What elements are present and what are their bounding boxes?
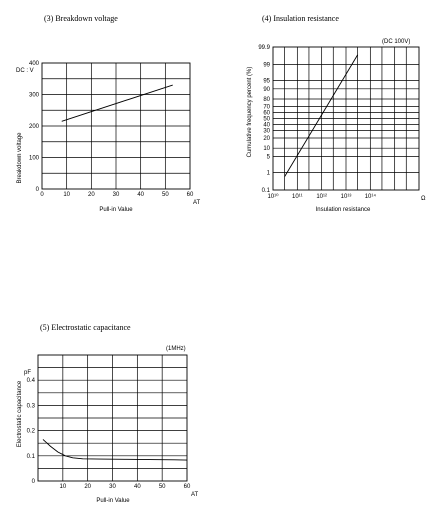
- y-tick-label: 5: [266, 154, 270, 161]
- y-tick-label: 200: [28, 124, 39, 130]
- x-tick-label: 10¹²: [316, 194, 328, 200]
- x-axis-label: Insulation resistance: [315, 207, 371, 213]
- series-line: [43, 439, 187, 460]
- breakdown-voltage-chart: [16, 14, 201, 213]
- x-tick-label: 10¹⁴: [364, 194, 376, 200]
- insulation-resistance-chart: [247, 14, 426, 213]
- y-tick-label: 90: [263, 86, 270, 93]
- y-tick-label: 70: [263, 104, 270, 111]
- y-tick-label: 100: [28, 155, 39, 162]
- y-tick-label: 400: [28, 61, 39, 67]
- y-tick-label: 0: [35, 187, 39, 193]
- condition-annotation: (DC 100V): [382, 39, 411, 45]
- x-axis-label: Pull-in Value: [99, 207, 133, 213]
- x-tick-label: 10: [63, 192, 71, 198]
- y-tick-label: 60: [263, 110, 270, 117]
- x-unit-label: Ω: [421, 196, 426, 202]
- x-tick-label: 10¹³: [340, 194, 352, 200]
- x-tick-label: 30: [112, 192, 120, 198]
- y-tick-label: 80: [263, 96, 270, 103]
- x-tick-label: 0: [40, 192, 44, 198]
- y-axis-label: Breakdown voltage: [17, 132, 23, 184]
- y-unit-label: pF: [24, 370, 32, 376]
- y-tick-label: 20: [263, 136, 270, 143]
- x-tick-label: 40: [137, 192, 145, 198]
- x-tick-label: 60: [186, 192, 194, 198]
- x-tick-label: 50: [158, 484, 166, 490]
- y-axis-label: Cumulative frequency percent (%): [247, 66, 253, 158]
- x-unit-label: AT: [191, 492, 199, 498]
- chart-title: (4) Insulation resistance: [262, 14, 339, 23]
- y-tick-label: 10: [263, 146, 270, 153]
- x-tick-label: 50: [161, 192, 169, 198]
- y-tick-label: 99: [263, 62, 270, 69]
- x-tick-label: 10: [59, 484, 67, 490]
- series-line: [62, 85, 173, 121]
- series-line: [285, 55, 358, 177]
- y-tick-label: 0: [31, 479, 35, 485]
- y-tick-label: 0.2: [26, 428, 35, 435]
- condition-annotation: (1MHz): [166, 346, 186, 352]
- y-tick-label: 0.1: [26, 453, 35, 460]
- x-tick-label: 60: [183, 484, 191, 490]
- x-tick-label: 10¹⁰: [267, 194, 279, 200]
- chart-title: (5) Electrostatic capacitance: [40, 323, 131, 332]
- x-unit-label: AT: [193, 200, 201, 206]
- y-tick-label: 30: [263, 128, 270, 135]
- y-tick-label: 0.3: [26, 403, 35, 410]
- y-tick-label: 300: [28, 92, 39, 99]
- x-tick-label: 40: [133, 484, 141, 490]
- y-axis-label: Electrostatic capacitance: [17, 380, 23, 448]
- x-tick-label: 20: [87, 192, 95, 198]
- x-tick-label: 20: [84, 484, 92, 490]
- y-tick-label: 95: [263, 78, 270, 85]
- electrostatic-capacitance-chart: [17, 323, 199, 504]
- x-tick-label: 30: [109, 484, 116, 490]
- chart-title: (3) Breakdown voltage: [44, 14, 118, 23]
- y-tick-label: 40: [263, 122, 270, 129]
- x-tick-label: 10¹¹: [291, 194, 303, 200]
- x-axis-label: Pull-in Value: [96, 498, 130, 504]
- y-tick-label: 50: [263, 116, 270, 123]
- y-tick-label: 0.4: [26, 378, 35, 385]
- y-unit-label: DC : V: [16, 68, 34, 74]
- y-tick-label: 1: [266, 170, 270, 177]
- y-tick-label: 99.9: [258, 45, 270, 51]
- y-tick-label: 0.1: [261, 188, 270, 194]
